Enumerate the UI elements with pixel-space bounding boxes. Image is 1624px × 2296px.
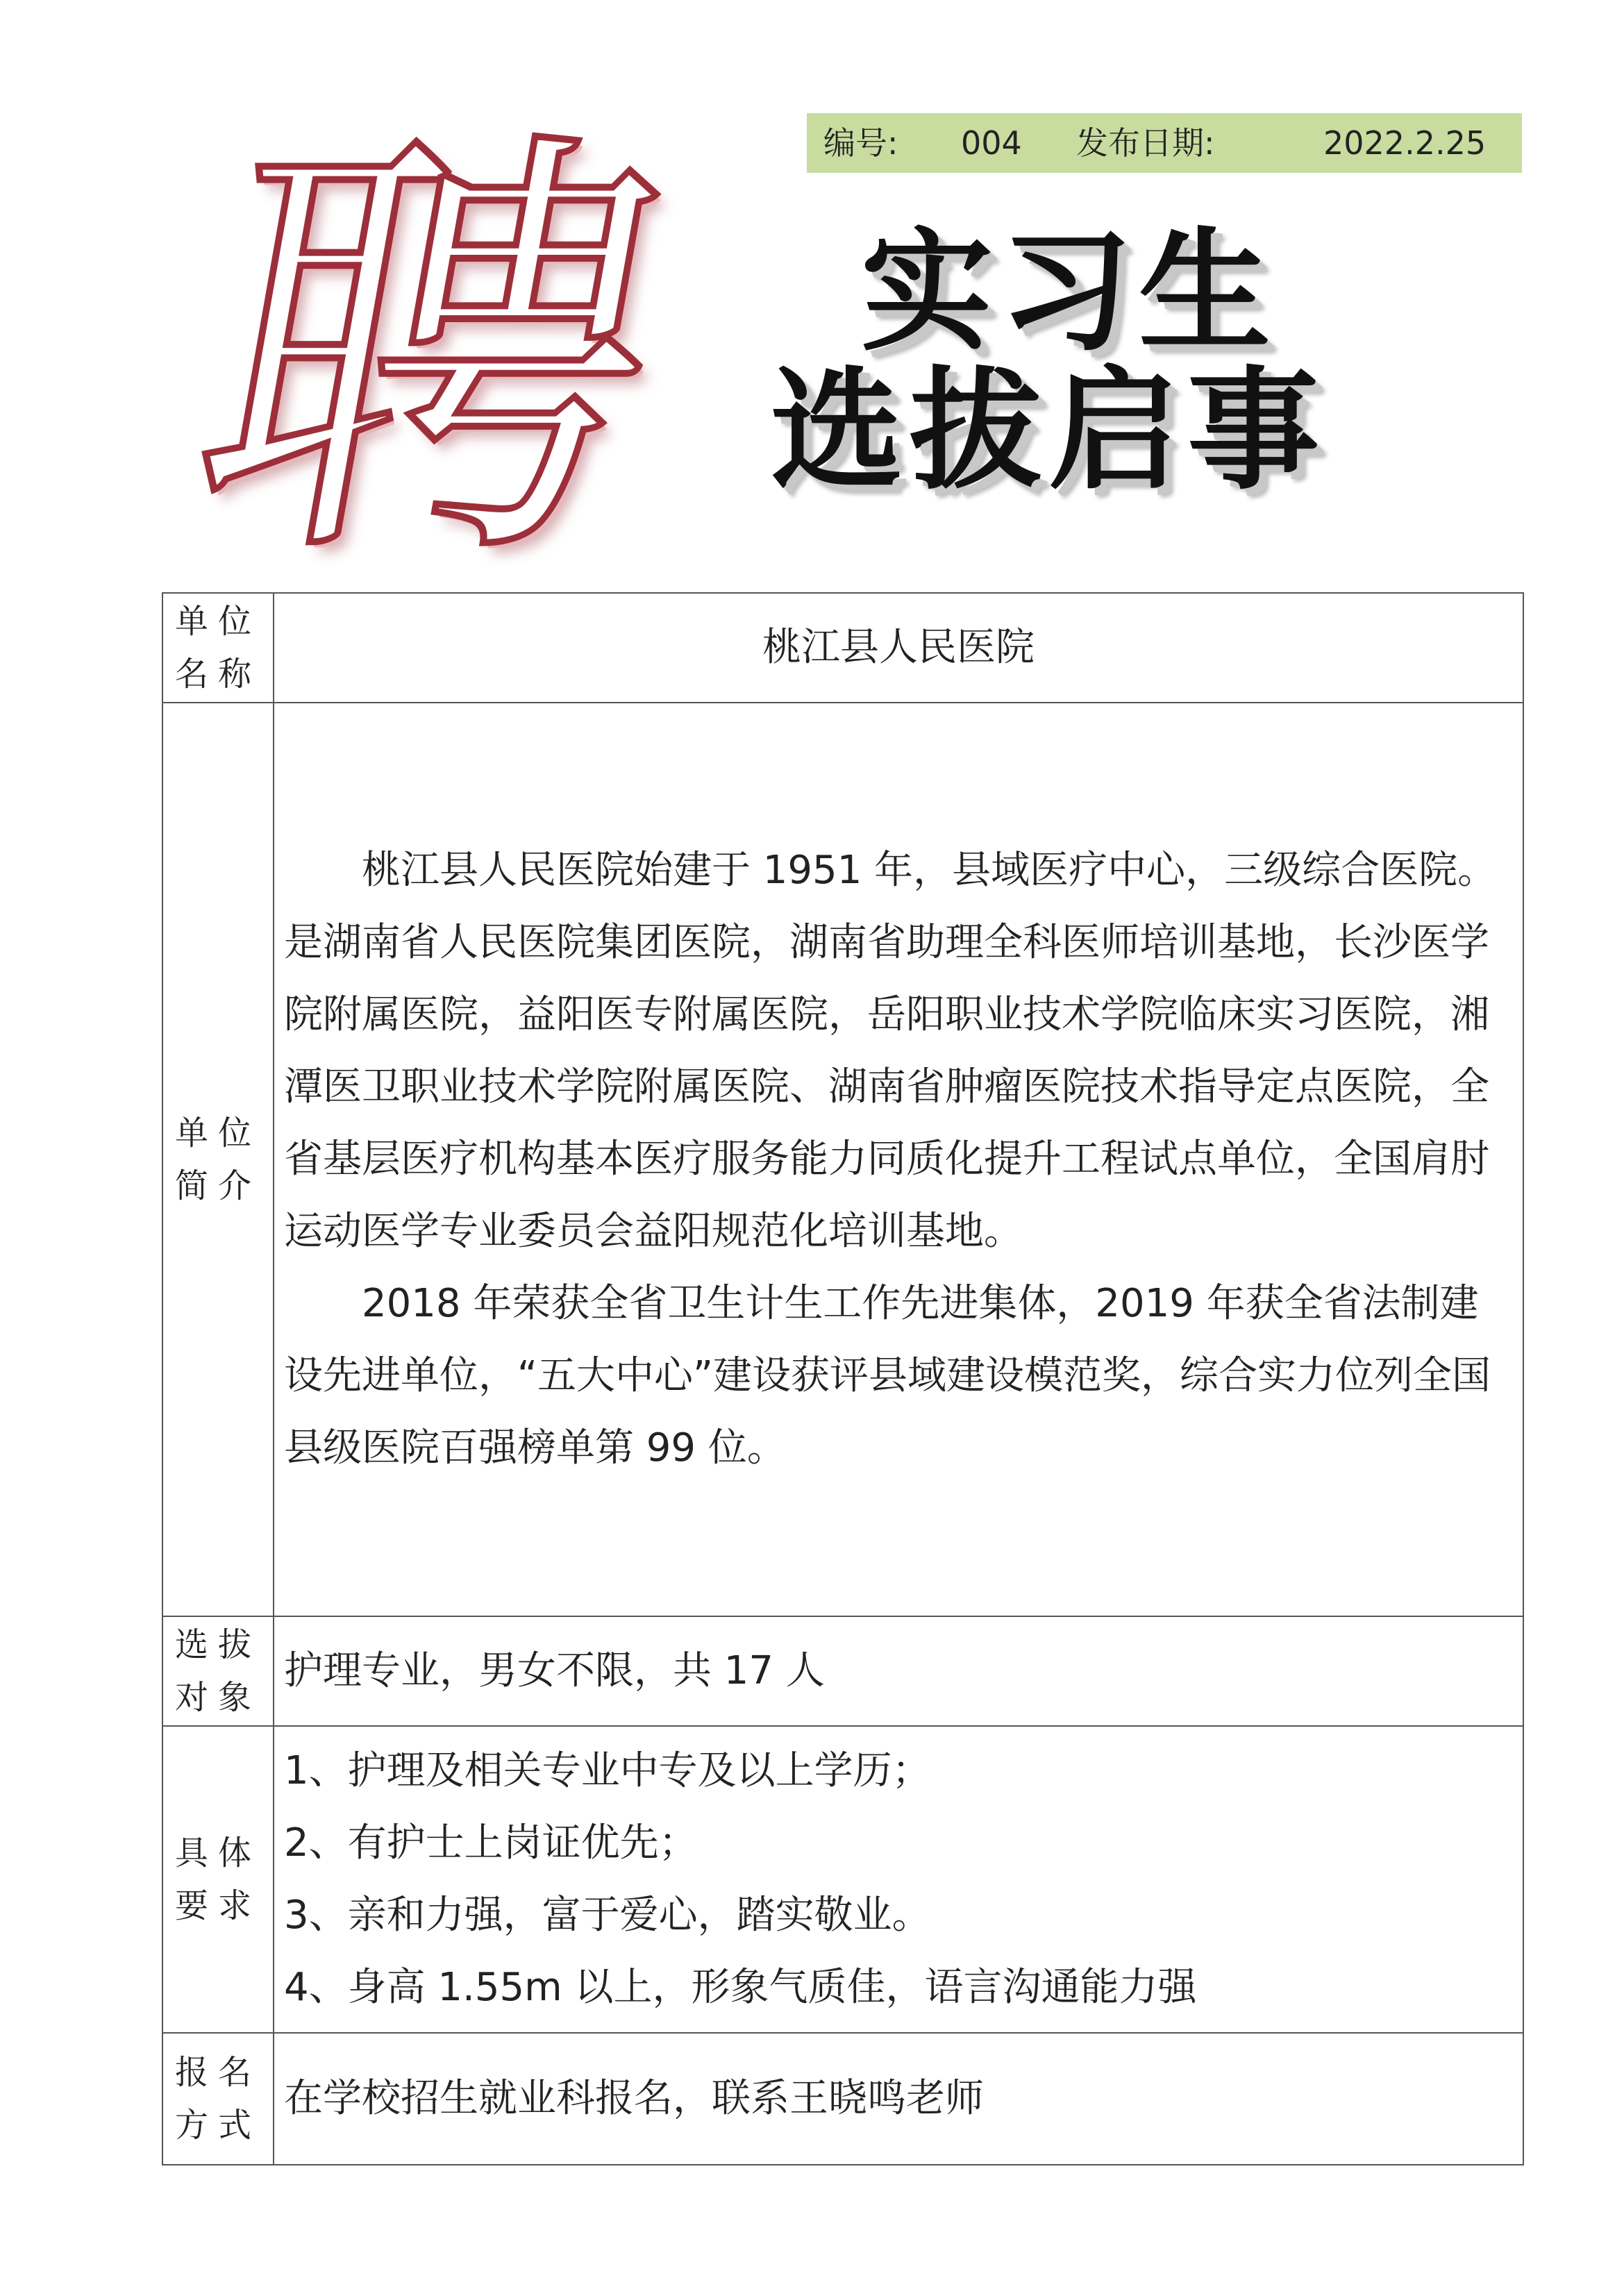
row-target [162, 1616, 1523, 1726]
recruitment-info-table [162, 592, 1524, 2165]
number-value: 004 [961, 124, 1022, 162]
label-signup [162, 2033, 274, 2165]
label-requirements-line1: 具体 [174, 1834, 261, 1872]
signup-value: 在学校招生就业科报名，联系王晓鸣老师 [274, 2033, 1523, 2165]
label-target-line1: 选拔 [174, 1625, 261, 1664]
label-unit-intro [162, 703, 274, 1616]
unit-intro-paragraph-2: 2018 年荣获全省卫生计生工作先进集体，2019 年获全省法制建设先进单位，“五大中心”建设获评县域建设模范奖，综合实力位列全国县级医院百强榜单第 99 位。 [284, 1281, 1491, 1470]
label-requirements-line2: 要求 [174, 1886, 261, 1925]
row-unit-intro [162, 703, 1523, 1616]
row-requirements [162, 1726, 1523, 2033]
title-line-2: 选拔启事 [771, 353, 1327, 508]
unit-intro-paragraph-1: 桃江县人民医院始建于 1951 年，县域医疗中心，三级综合医院。是湖南省人民医院集团医院，湖南省助理全科医师培训基地，长沙医学院附属医院，益阳医专附属医院，岳阳职业技术学院临床实习医院，湘潭医卫职业技术学院附属医院、湖南省肿瘤医院技术指导定点医院，全省基层医疗机构基本医疗服务能力同质化提升工程试点单位，全国肩肘运动医学专业委员会益阳规范化培训基地。 [284, 848, 1497, 1254]
label-unit-name-line2: 名称 [174, 655, 261, 694]
requirement-item-4: 4、身高 1.55m 以上，形象气质佳，语言沟通能力强 [284, 1965, 1197, 2010]
requirement-item-1: 1、护理及相关专业中专及以上学历； [284, 1748, 931, 1793]
target-value: 护理专业，男女不限，共 17 人 [274, 1616, 1523, 1726]
date-value: 2022.2.25 [1323, 124, 1487, 162]
document-meta-bar [807, 113, 1522, 173]
label-signup-line2: 方式 [174, 2106, 261, 2145]
label-unit-intro-line2: 简介 [174, 1166, 261, 1205]
requirement-item-3: 3、亲和力强，富于爱心，踏实敬业。 [284, 1893, 931, 1938]
unit-intro-content [274, 703, 1523, 1616]
label-target-line2: 对象 [174, 1678, 261, 1717]
label-unit-intro-line1: 单位 [174, 1114, 261, 1153]
row-unit-name [162, 593, 1523, 703]
label-unit-name [162, 593, 274, 703]
number-label: 编号: [823, 124, 898, 162]
label-unit-name-line1: 单位 [174, 602, 261, 641]
recruit-big-character: 聘 [162, 95, 698, 612]
requirement-item-2: 2、有护士上岗证优先； [284, 1820, 698, 1866]
label-signup-line1: 报名 [174, 2053, 261, 2092]
label-target [162, 1616, 274, 1726]
unit-name-value: 桃江县人民医院 [274, 593, 1523, 703]
row-signup [162, 2033, 1523, 2165]
title-line-1: 实习生 [861, 214, 1278, 369]
requirements-list [274, 1726, 1523, 2033]
date-label: 发布日期: [1076, 124, 1215, 162]
label-requirements [162, 1726, 274, 2033]
